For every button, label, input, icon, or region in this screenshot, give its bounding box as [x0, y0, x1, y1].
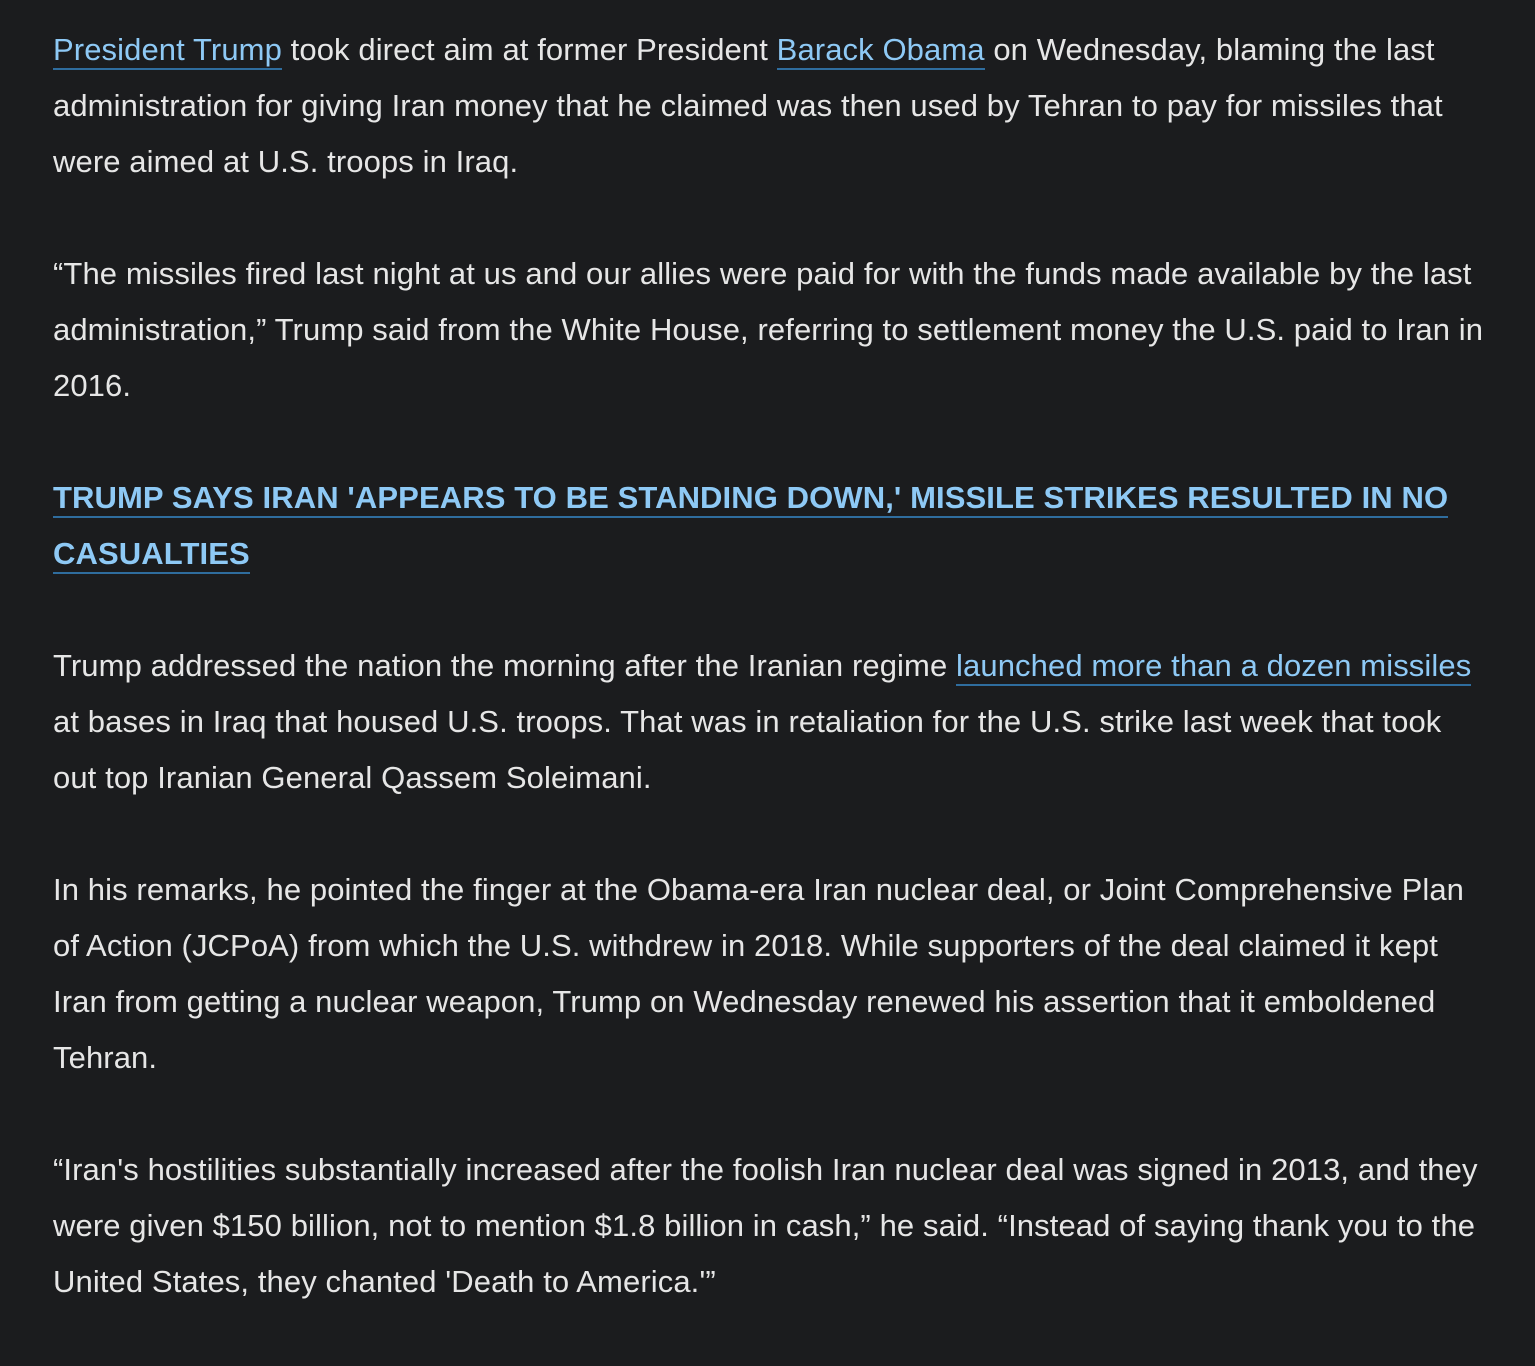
paragraph-4-text: In his remarks, he pointed the finger at the Obama-era Iran nuclear deal, or Joint Comprehensive Plan of Action (JCPoA) from which the U.S. withdrew in 2018. While supporters of the deal claimed it kept Iran from getting a nuclear weapon, Trump on Wednesday renewed his assertion that it emboldened Tehran. — [53, 872, 1465, 1075]
paragraph-3 — [53, 638, 1493, 806]
related-headline — [53, 470, 1493, 582]
paragraph-1-text-a: took direct aim at former President — [281, 32, 777, 67]
paragraph-4 — [53, 862, 1493, 1086]
paragraph-5-text: “Iran's hostilities substantially increased after the foolish Iran nuclear deal was signed in 2013, and they were given $150 billion, not to mention $1.8 billion in cash,” he said. “Instead of saying thank you to the United States, they chanted 'Death to America.'” — [53, 1152, 1478, 1299]
barack-obama-link[interactable]: Barack Obama — [777, 32, 985, 70]
paragraph-1 — [53, 22, 1493, 190]
article-body — [53, 22, 1493, 1366]
paragraph-3-text-a: Trump addressed the nation the morning after the Iranian regime — [53, 648, 957, 683]
missiles-launched-link[interactable]: launched more than a dozen missiles — [956, 648, 1471, 686]
paragraph-3-text-b: at bases in Iraq that housed U.S. troops. That was in retaliation for the U.S. strike last week that took out top Iranian General Qassem Soleimani. — [53, 704, 1442, 795]
president-trump-link[interactable]: President Trump — [53, 32, 282, 70]
paragraph-5 — [53, 1142, 1493, 1310]
paragraph-2 — [53, 246, 1493, 414]
paragraph-1-text-b: on Wednesday, blaming the last administration for giving Iran money that he claimed was then used by Tehran to pay for missiles that were aimed at U.S. troops in Iraq. — [53, 32, 1443, 179]
paragraph-2-text: “The missiles fired last night at us and our allies were paid for with the funds made available by the last administration,” Trump said from the White House, referring to settlement money the U.S. paid to Iran in 2016. — [53, 256, 1484, 403]
related-headline-link[interactable]: TRUMP SAYS IRAN 'APPEARS TO BE STANDING DOWN,' MISSILE STRIKES RESULTED IN NO CASUALTIES — [53, 480, 1448, 574]
